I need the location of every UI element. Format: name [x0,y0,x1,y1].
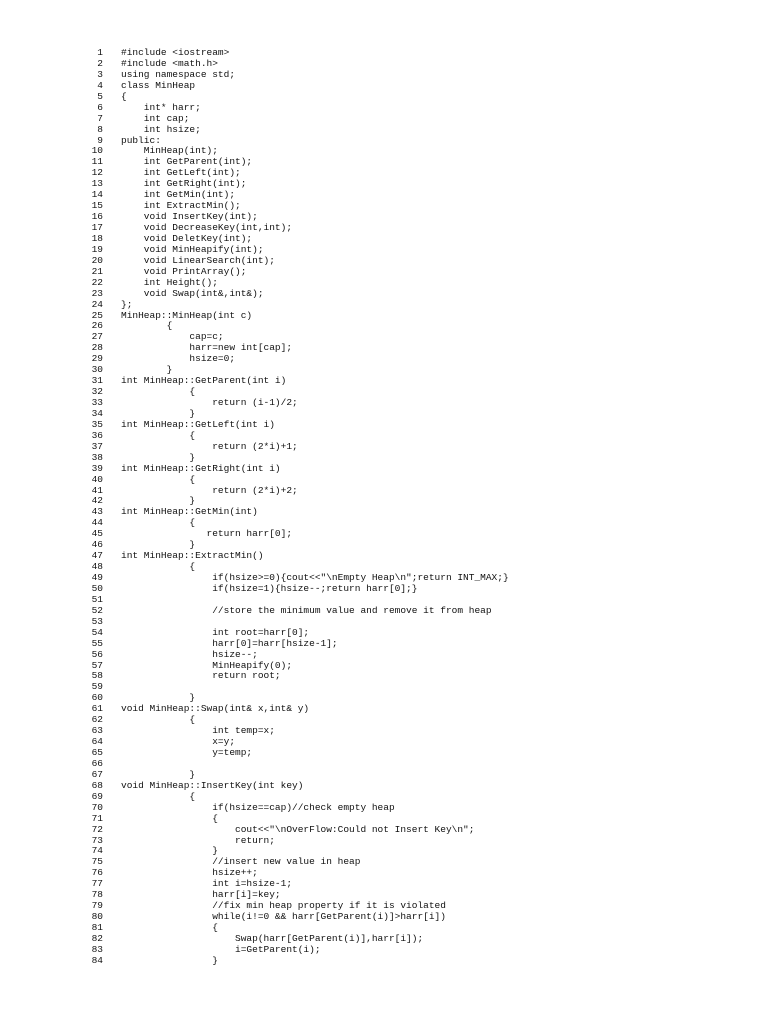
line-number: 42 [91,495,103,507]
line-number: 81 [91,922,103,933]
line-number: 65 [91,747,103,758]
code-text: { [121,714,196,726]
code-line [0,628,768,639]
code-text: void DeletKey(int); [121,232,253,244]
line-number: 32 [91,386,103,398]
code-line [0,682,768,693]
code-line [0,146,768,157]
code-line [0,715,768,726]
code-text: { [121,812,218,824]
code-line [0,278,768,289]
code-text: int i=hsize-1; [121,878,293,890]
line-number: 64 [91,736,103,748]
code-line [0,245,768,256]
code-line [0,48,768,59]
line-number: 31 [91,375,103,387]
line-number: 72 [91,823,103,835]
line-number: 43 [91,506,103,518]
code-text: { [121,517,196,529]
line-number: 74 [91,845,103,857]
code-line [0,529,768,540]
line-number: 2 [97,57,103,69]
code-text: } [121,692,196,704]
code-text: void DecreaseKey(int,int); [121,222,293,233]
code-line [0,868,768,879]
code-text: int MinHeap::GetRight(int i) [121,462,281,474]
code-text: hsize--; [121,648,258,660]
code-line [0,803,768,814]
code-line [0,59,768,70]
code-line [0,661,768,672]
line-number: 73 [91,834,103,846]
code-text: MinHeap(int); [121,145,218,157]
code-text: return root; [121,670,281,682]
line-number: 34 [91,407,103,419]
line-number: 13 [91,178,103,190]
line-number: 47 [91,550,103,562]
code-line [0,945,768,956]
code-line [0,486,768,497]
line-number: 23 [91,287,103,299]
line-number: 71 [91,812,103,824]
code-text: if(hsize>=0){cout<<"\nEmpty Heap\n";return INT_MAX;} [121,572,509,583]
code-text: } [121,364,173,376]
line-number: 33 [91,397,103,408]
line-number: 67 [91,768,103,780]
code-line [0,956,768,967]
line-number: 44 [91,517,103,529]
code-text: return (2*i)+1; [121,440,298,452]
code-text: y=temp; [121,747,253,758]
code-line [0,365,768,376]
code-line [0,846,768,857]
line-number: 38 [91,451,103,463]
line-number: 50 [91,582,103,594]
line-number: 16 [91,211,103,223]
line-number: 8 [97,123,103,135]
line-number: 27 [91,331,103,343]
line-number: 5 [97,90,103,102]
code-text: int root=harr[0]; [121,626,310,638]
line-number: 68 [91,779,103,791]
line-number: 82 [91,932,103,944]
code-text: void LinearSearch(int); [121,254,275,266]
code-line [0,168,768,179]
code-text: } [121,768,196,780]
line-number: 80 [91,911,103,923]
code-line [0,617,768,628]
code-line [0,650,768,661]
code-text: harr[0]=harr[hsize-1]; [121,637,338,649]
code-text: } [121,451,196,463]
line-number: 63 [91,725,103,737]
code-text: int Height(); [121,276,218,288]
code-text: void MinHeapify(int); [121,243,264,255]
line-number: 55 [91,637,103,649]
code-line [0,201,768,212]
line-number: 19 [91,243,103,255]
line-number: 77 [91,878,103,890]
code-line [0,92,768,103]
code-text: { [121,561,196,573]
code-text: cap=c; [121,331,224,343]
code-line [0,81,768,92]
line-number: 24 [91,298,103,310]
code-text: class MinHeap [121,79,196,91]
code-line [0,376,768,387]
code-text: } [121,495,196,507]
code-line [0,354,768,365]
line-number: 14 [91,189,103,201]
code-text: int MinHeap::GetMin(int) [121,506,258,518]
code-text: int* harr; [121,101,201,113]
code-text: if(hsize=1){hsize--;return harr[0];} [121,582,418,594]
line-number: 17 [91,222,103,233]
line-number: 84 [91,954,103,966]
line-number: 53 [91,615,103,627]
code-text: return harr[0]; [121,528,293,540]
code-line [0,606,768,617]
code-text: { [121,473,196,485]
code-line [0,409,768,420]
code-text: cout<<"\nOverFlow:Could not Insert Key\n"; [121,823,475,835]
line-number: 49 [91,572,103,583]
code-line [0,814,768,825]
line-number: 18 [91,232,103,244]
code-line [0,398,768,409]
code-text: { [121,429,196,441]
code-line [0,748,768,759]
line-number: 35 [91,418,103,430]
line-number: 66 [91,757,103,769]
code-line [0,157,768,168]
code-text: #include <math.h> [121,57,218,69]
line-number: 48 [91,561,103,573]
code-text: return; [121,834,275,846]
line-number: 6 [97,101,103,113]
code-line [0,190,768,201]
code-text: int hsize; [121,123,201,135]
code-text: harr=new int[cap]; [121,342,293,354]
code-text: void MinHeap::Swap(int& x,int& y) [121,703,310,715]
code-line [0,267,768,278]
line-number: 21 [91,265,103,277]
code-text: int MinHeap::ExtractMin() [121,550,264,562]
code-line [0,518,768,529]
line-number: 1 [97,47,103,58]
code-text: MinHeapify(0); [121,659,293,671]
code-line [0,704,768,715]
code-text: if(hsize==cap)//check empty heap [121,801,395,813]
code-line [0,584,768,595]
code-text: //store the minimum value and remove it from heap [121,604,492,616]
line-number: 46 [91,539,103,551]
code-text: { [121,320,173,332]
code-text: void MinHeap::InsertKey(int key) [121,779,304,791]
code-text: { [121,922,218,933]
code-line [0,759,768,770]
code-text: x=y; [121,736,236,748]
line-number: 3 [97,68,103,80]
code-text: int MinHeap::GetParent(int i) [121,375,287,387]
code-line [0,825,768,836]
line-number: 61 [91,703,103,715]
code-line [0,442,768,453]
code-text: harr[i]=key; [121,889,281,901]
code-text: public: [121,134,161,146]
code-line [0,639,768,650]
code-line [0,103,768,114]
code-line [0,453,768,464]
line-number: 40 [91,473,103,485]
code-line [0,256,768,267]
code-line [0,311,768,322]
line-number: 51 [91,593,103,605]
code-line [0,223,768,234]
line-number: 12 [91,167,103,179]
code-line [0,934,768,945]
line-number: 70 [91,801,103,813]
line-number: 69 [91,790,103,802]
code-text: void PrintArray(); [121,265,247,277]
code-text: return (i-1)/2; [121,397,298,408]
line-number: 57 [91,659,103,671]
code-text: hsize++; [121,867,258,879]
code-line [0,496,768,507]
code-line [0,551,768,562]
code-text: MinHeap::MinHeap(int c) [121,309,253,321]
line-number: 25 [91,309,103,321]
code-text: //fix min heap property if it is violated [121,900,446,912]
line-number: 59 [91,681,103,693]
code-line [0,125,768,136]
line-number: 36 [91,429,103,441]
line-number: 58 [91,670,103,682]
code-listing [0,48,768,967]
code-text: int temp=x; [121,725,275,737]
code-text: while(i!=0 && harr[GetParent(i)]>harr[i]) [121,911,446,923]
code-line [0,179,768,190]
code-line [0,726,768,737]
code-line [0,879,768,890]
line-number: 9 [97,134,103,146]
line-number: 39 [91,462,103,474]
code-line [0,836,768,847]
code-text: int ExtractMin(); [121,200,241,212]
code-text: { [121,386,196,398]
code-line [0,136,768,147]
code-line [0,431,768,442]
code-line [0,540,768,551]
code-text: void InsertKey(int); [121,211,258,223]
code-text: using namespace std; [121,68,236,80]
code-line [0,857,768,868]
code-text: //insert new value in heap [121,856,361,868]
code-text: void Swap(int&,int&); [121,287,264,299]
code-line [0,343,768,354]
code-text: int cap; [121,112,190,124]
line-number: 52 [91,604,103,616]
code-text: int MinHeap::GetLeft(int i) [121,418,275,430]
code-text: int GetMin(int); [121,189,236,201]
code-line [0,289,768,300]
code-line [0,387,768,398]
code-line [0,234,768,245]
code-line [0,912,768,923]
code-line [0,507,768,518]
code-line [0,737,768,748]
code-line [0,332,768,343]
code-text: } [121,407,196,419]
code-text: int GetRight(int); [121,178,247,190]
line-number: 26 [91,320,103,332]
code-text: int GetLeft(int); [121,167,241,179]
line-number: 4 [97,79,103,91]
code-line [0,475,768,486]
code-line [0,300,768,311]
code-text: Swap(harr[GetParent(i)],harr[i]); [121,932,424,944]
line-number: 41 [91,484,103,496]
code-line [0,70,768,81]
line-number: 22 [91,276,103,288]
line-number: 75 [91,856,103,868]
code-text: int GetParent(int); [121,156,253,168]
line-number: 78 [91,889,103,901]
line-number: 54 [91,626,103,638]
line-number: 45 [91,528,103,540]
code-text: } [121,845,218,857]
line-number: 11 [91,156,103,168]
code-text: i=GetParent(i); [121,943,321,955]
line-number: 37 [91,440,103,452]
code-text: { [121,790,196,802]
line-number: 83 [91,943,103,955]
line-number: 10 [91,145,103,157]
line-number: 20 [91,254,103,266]
code-line [0,321,768,332]
line-number: 60 [91,692,103,704]
code-text: #include <iostream> [121,47,230,58]
line-number: 7 [97,112,103,124]
code-line [0,693,768,704]
code-text: hsize=0; [121,353,236,365]
line-number: 76 [91,867,103,879]
code-text: } [121,954,218,966]
code-line [0,671,768,682]
code-text: } [121,539,196,551]
code-line [0,420,768,431]
code-text: { [121,90,127,102]
line-number: 28 [91,342,103,354]
code-line [0,770,768,781]
line-number: 79 [91,900,103,912]
line-number: 15 [91,200,103,212]
line-number: 30 [91,364,103,376]
code-line [0,114,768,125]
code-text: }; [121,298,133,310]
code-text: return (2*i)+2; [121,484,298,496]
line-number: 29 [91,353,103,365]
code-line [0,464,768,475]
line-number: 56 [91,648,103,660]
line-number: 62 [91,714,103,726]
code-line [0,781,768,792]
code-line [0,212,768,223]
